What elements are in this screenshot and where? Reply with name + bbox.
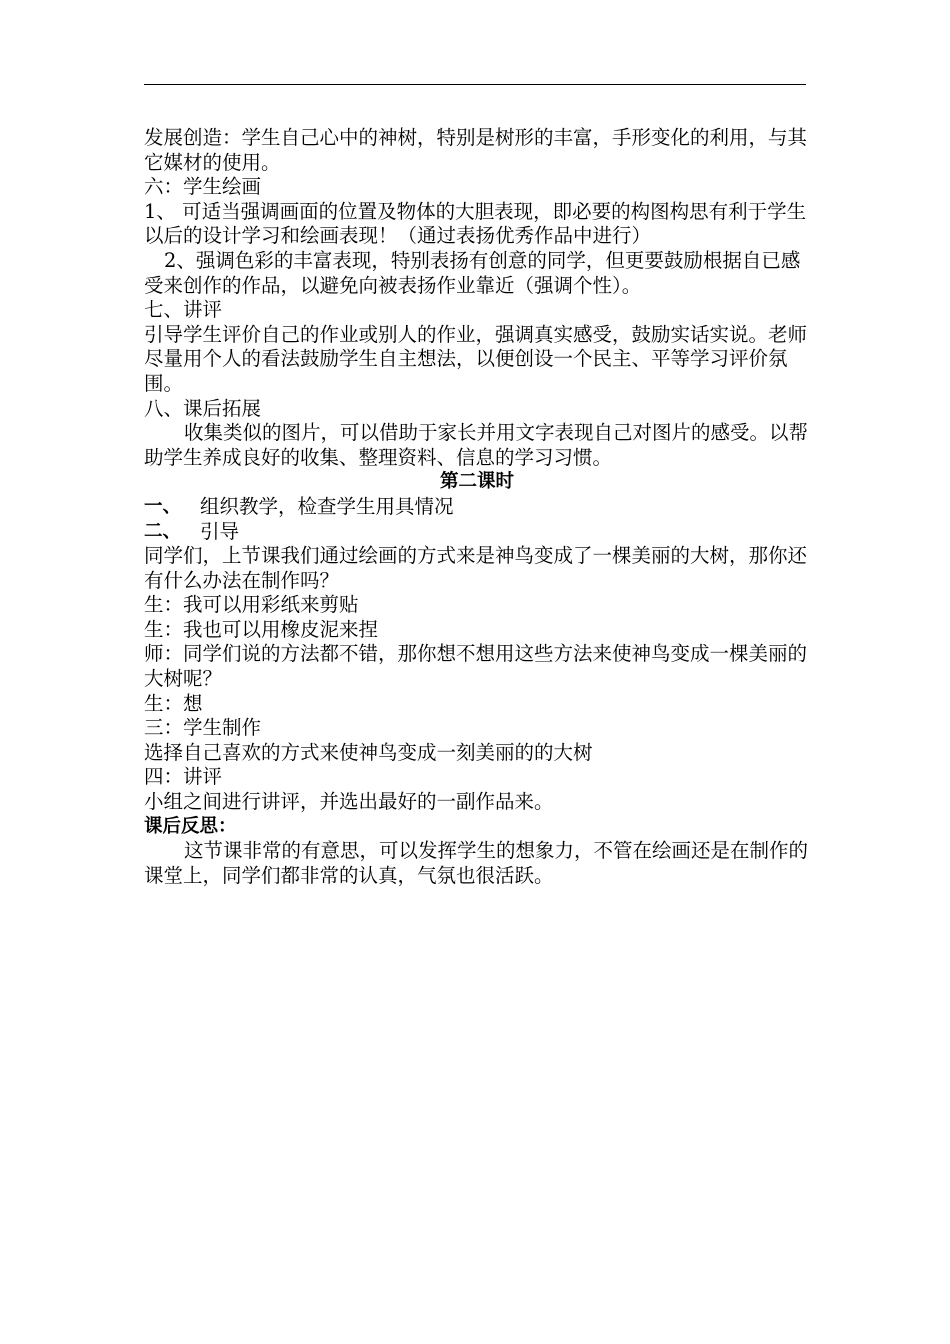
item-text: 组织教学，检查学生用具情况 [200,494,454,518]
heading-extension: 八、课后拓展 [144,396,262,420]
item-number: 一、 [144,495,182,517]
document-body [144,126,810,888]
item-text: 引导 [200,519,240,543]
heading-student-making: 三：学生制作 [144,716,262,740]
dialogue-line: 生：我可以用彩纸来剪贴 [144,593,359,617]
reflection-text: 这节课非常的有意思，可以发挥学生的想象力，不管在绘画还是在制作的课堂上，同学们都非常的认真，气氛也很活跃。 [144,839,809,887]
paragraph-lesson2-intro: 同学们，上节课我们通过绘画的方式来是神鸟变成了一棵美丽的大树，那你还有什么办法在制作吗？ [144,544,808,592]
dialogue-line: 师：同学们说的方法都不错，那你想不想用这些方法来使神鸟变成一棵美丽的大树呢？ [144,642,808,691]
heading-review: 七、讲评 [144,298,223,322]
numbered-item [144,495,810,520]
numbered-item [144,520,810,545]
paragraph-drawing-point-2: 2、强调色彩的丰富表现，特别表扬有创意的同学，但更要鼓励根据自已感受来创作的作品，以避免向被表扬作业靠近（强调个性）。 [144,248,801,297]
heading-review-2: 四：讲评 [144,765,223,789]
dialogue-line: 生：想 [144,691,203,715]
item-number: 二、 [144,520,182,542]
paragraph-drawing-point-1: 1、 可适当强调画面的位置及物体的大胆表现，即必要的构图构思有利于学生以后的设计学习和绘画表现！（通过表扬优秀作品中进行） [144,199,807,248]
heading-student-drawing: 六：学生绘画 [144,175,262,199]
dialogue-line: 生：我也可以用橡皮泥来捏 [144,617,379,641]
paragraph-review: 引导学生评价自己的作业或别人的作业，强调真实感受，鼓励实话实说。老师尽量用个人的看法鼓励学生自主想法，以便创设一个民主、平等学习评价氛围。 [144,322,808,395]
reflection-heading: 课后反思： [144,815,237,837]
paragraph-development: 发展创造：学生自己心中的神树，特别是树形的丰富，手形变化的利用，与其它媒材的使用。 [144,126,808,174]
header-rule [144,84,806,85]
paragraph-review-2: 小组之间进行讲评，并选出最好的一副作品来。 [144,790,554,814]
paragraph-making: 选择自己喜欢的方式来使神鸟变成一刻美丽的的大树 [144,740,593,764]
section-title: 第二课时 [439,471,514,493]
paragraph-extension: 收集类似的图片，可以借助于家长并用文字表现自己对图片的感受。以帮助学生养成良好的收集、整理资料、信息的学习习惯。 [144,421,809,469]
